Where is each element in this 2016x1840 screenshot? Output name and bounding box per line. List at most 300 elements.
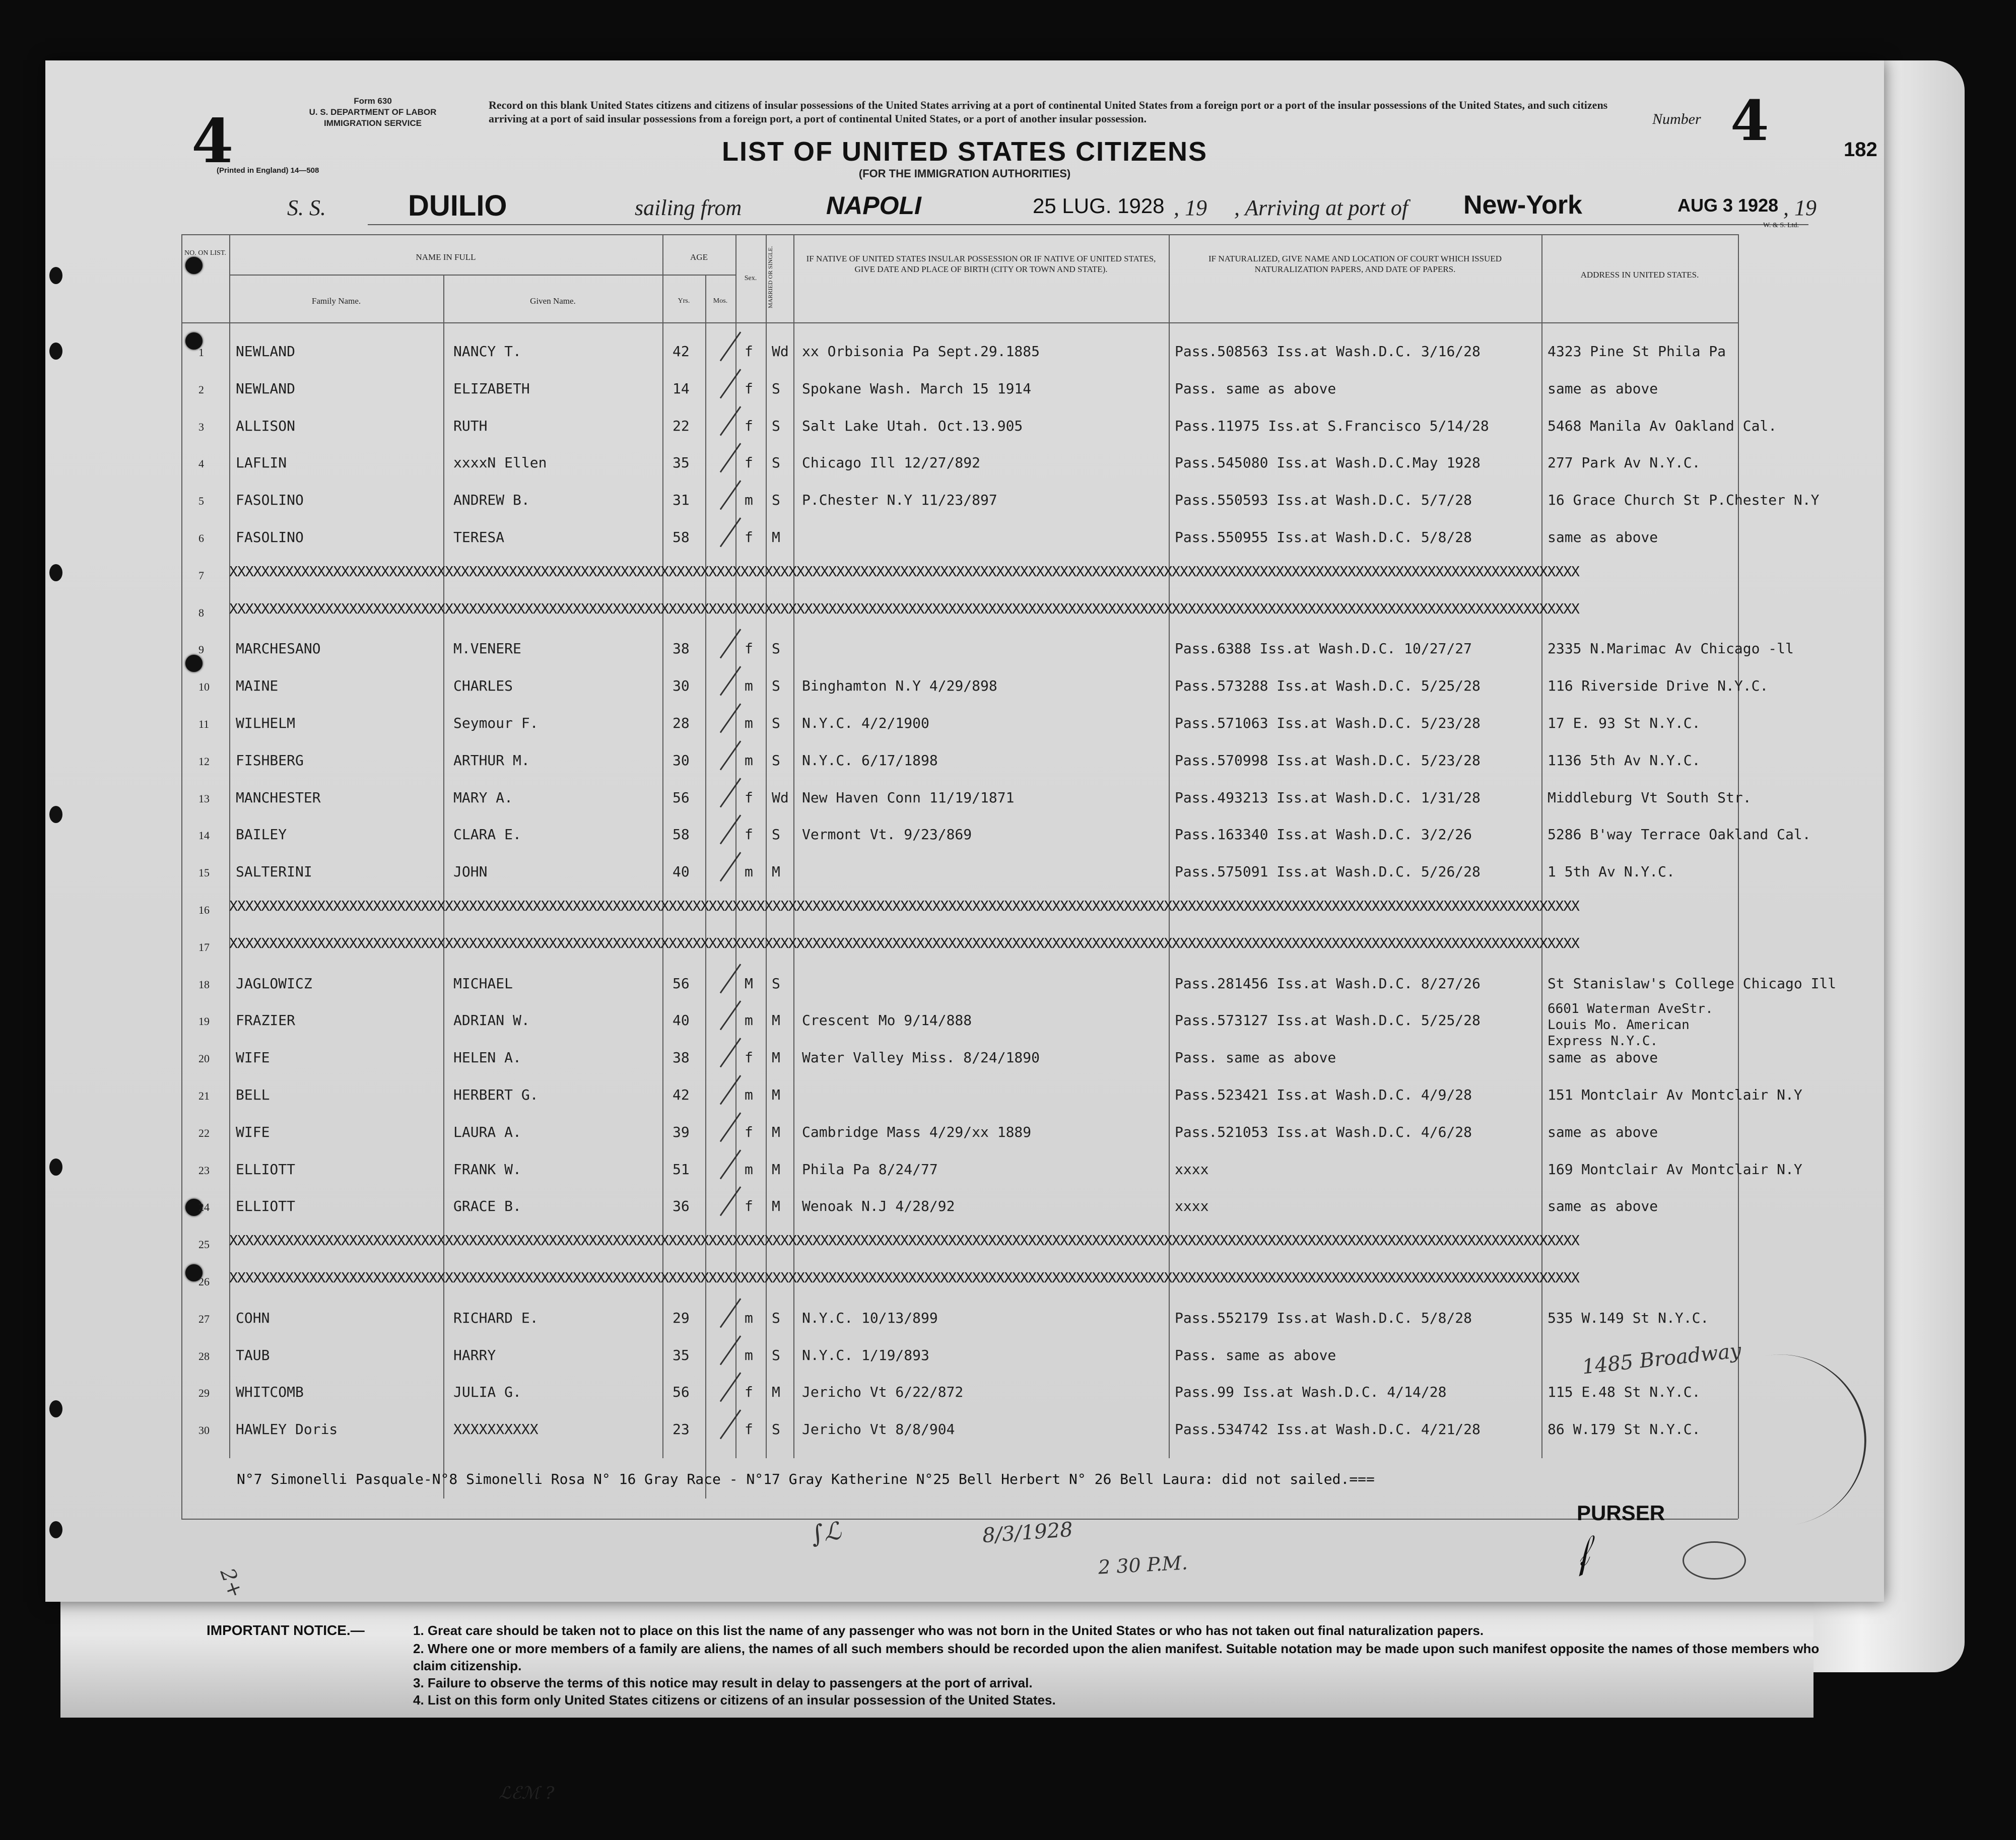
cell-sex: f <box>745 417 753 434</box>
table-bottom-border <box>181 1519 1738 1520</box>
notice-item-1: 1. Great care should be taken not to place on this list the name of any passenger who was not born in the United States or who has not taken out final naturalization papers. <box>413 1623 1484 1638</box>
cell-nat: Pass.571063 Iss.at Wash.D.C. 5/23/28 <box>1175 715 1481 731</box>
inspection-tick <box>720 1409 742 1439</box>
cell-ms: S <box>772 826 780 843</box>
cell-birth: Wenoak N.J 4/28/92 <box>802 1198 955 1215</box>
cell-age: 56 <box>673 975 690 992</box>
cancelled-entry: XXXXXXXXXXXXXXXXXXXXXXXXXXXXXXXXXXXXXXXXXXXXXXXXXXXXXXXXXXXXXXXXXXXXXXXXXXXXXXXXXXXXXXXXXXXXXXXXXXXXXXXXXXXXXXXXXXXXXXXXXXXXXXXXXXXXXXXXXXXXXXXXXXXXXXXXXXXXXXXXXXXXXXXXX <box>229 563 1579 580</box>
inspection-tick <box>720 1373 742 1402</box>
cell-ms: S <box>772 1421 780 1438</box>
cell-ms: S <box>772 715 780 731</box>
cell-ms: S <box>772 752 780 769</box>
inspection-tick <box>720 1001 742 1031</box>
table-row <box>181 1041 1738 1078</box>
cell-family: WILHELM <box>236 715 296 731</box>
cell-ms: S <box>772 1309 780 1326</box>
cell-family: HAWLEY Doris <box>236 1421 338 1438</box>
table-row <box>181 669 1769 706</box>
cell-given: GRACE B. <box>453 1198 521 1215</box>
table-row <box>181 855 1738 892</box>
cell-addr: 169 Montclair Av Montclair N.Y <box>1548 1161 1802 1178</box>
header-name-in-full: NAME IN FULL <box>416 252 476 262</box>
table-row-cancelled <box>181 558 1738 595</box>
cell-family: TAUB <box>236 1346 270 1364</box>
cell-sex: f <box>745 529 753 546</box>
row-number: 16 <box>198 904 210 916</box>
row-number: 11 <box>198 718 210 730</box>
cell-ms: M <box>772 1049 780 1066</box>
cell-family: COHN <box>236 1309 270 1326</box>
cell-birth: Jericho Vt 8/8/904 <box>802 1421 955 1438</box>
cell-sex: f <box>745 1384 753 1401</box>
table-row <box>181 1302 1738 1338</box>
header-address: ADDRESS IN UNITED STATES. <box>1580 270 1699 280</box>
cell-nat: Pass.493213 Iss.at Wash.D.C. 1/31/28 <box>1175 789 1481 806</box>
inspection-tick <box>720 1038 742 1067</box>
cell-given: LAURA A. <box>453 1123 521 1140</box>
cell-birth: New Haven Conn 11/19/1871 <box>802 789 1015 806</box>
voyage-line <box>45 189 1884 229</box>
year-label-1: , 19 <box>1174 195 1207 220</box>
printer-mark: W. & S. Ltd. <box>1763 222 1799 229</box>
cell-birth: Jericho Vt 6/22/872 <box>802 1384 964 1401</box>
cell-sex: m <box>745 1086 753 1103</box>
cell-addr: same as above <box>1548 529 1658 546</box>
inspection-tick <box>720 740 742 770</box>
cell-birth: Spokane Wash. March 15 1914 <box>802 380 1032 397</box>
header-yrs: Yrs. <box>678 297 690 305</box>
cell-given: JULIA G. <box>453 1384 521 1401</box>
cell-family: WIFE <box>236 1049 270 1066</box>
cell-birth: N.Y.C. 6/17/1898 <box>802 752 938 769</box>
table-row <box>181 1190 1738 1226</box>
cell-ms: S <box>772 492 780 509</box>
row-number: 1 <box>198 346 204 359</box>
purser-label: PURSER <box>1577 1501 1665 1525</box>
cell-sex: f <box>745 1123 753 1140</box>
punch-hole <box>49 806 62 823</box>
row-number: 13 <box>198 792 210 805</box>
cell-age: 22 <box>673 417 690 434</box>
table-row <box>181 1001 1738 1049</box>
cell-age: 23 <box>673 1421 690 1438</box>
table-top-border <box>181 234 1738 235</box>
cell-given: ELIZABETH <box>453 380 530 397</box>
row-number: 3 <box>198 420 204 433</box>
row-number: 6 <box>198 532 204 544</box>
cell-nat: xxxx <box>1175 1161 1209 1178</box>
table-row <box>181 744 1738 781</box>
inspection-tick <box>720 1149 742 1179</box>
row-number: 4 <box>198 457 204 470</box>
table-row <box>181 632 1794 669</box>
cell-nat: xxxx <box>1175 1198 1209 1215</box>
row-number: 8 <box>198 606 204 619</box>
table-row <box>181 335 1738 372</box>
form-number: Form 630 <box>354 96 392 106</box>
ship-name: DUILIO <box>408 189 507 222</box>
cell-nat: Pass. same as above <box>1175 1049 1336 1066</box>
cell-nat: Pass.99 Iss.at Wash.D.C. 4/14/28 <box>1175 1384 1447 1401</box>
cancelled-entry: XXXXXXXXXXXXXXXXXXXXXXXXXXXXXXXXXXXXXXXXXXXXXXXXXXXXXXXXXXXXXXXXXXXXXXXXXXXXXXXXXXXXXXXXXXXXXXXXXXXXXXXXXXXXXXXXXXXXXXXXXXXXXXXXXXXXXXXXXXXXXXXXXXXXXXXXXXXXXXXXXXXXXXXXX <box>229 898 1579 914</box>
cell-given: HELEN A. <box>453 1049 521 1066</box>
cell-nat: Pass.545080 Iss.at Wash.D.C.May 1928 <box>1175 454 1481 471</box>
passenger-table <box>181 234 1837 1529</box>
table-row <box>181 1413 1738 1450</box>
cell-addr: 1136 5th Av N.Y.C. <box>1548 752 1701 769</box>
cell-sex: f <box>745 826 753 843</box>
inspection-tick <box>720 1112 742 1142</box>
inspection-tick <box>720 703 742 733</box>
arriving-label: , Arriving at port of <box>1234 195 1408 220</box>
service: IMMIGRATION SERVICE <box>324 118 422 128</box>
cell-addr: 5468 Manila Av Oakland Cal. <box>1548 417 1777 434</box>
inspection-tick <box>720 369 742 398</box>
table-row <box>181 484 1820 520</box>
inspection-tick <box>720 517 742 547</box>
row-number: 14 <box>198 829 210 842</box>
cell-birth: N.Y.C. 4/2/1900 <box>802 715 929 731</box>
cell-ms: S <box>772 1346 780 1364</box>
form-block <box>282 96 463 129</box>
purser-seal <box>1683 1541 1746 1580</box>
cell-age: 14 <box>673 380 690 397</box>
notice-item-4: 4. List on this form only United States citizens or citizens of an insular possession of the United States. <box>413 1692 1056 1708</box>
cell-sex: f <box>745 789 753 806</box>
cell-birth: Cambridge Mass 4/29/xx 1889 <box>802 1123 1032 1140</box>
row-number: 7 <box>198 569 204 582</box>
cancelled-entry: XXXXXXXXXXXXXXXXXXXXXXXXXXXXXXXXXXXXXXXXXXXXXXXXXXXXXXXXXXXXXXXXXXXXXXXXXXXXXXXXXXXXXXXXXXXXXXXXXXXXXXXXXXXXXXXXXXXXXXXXXXXXXXXXXXXXXXXXXXXXXXXXXXXXXXXXXXXXXXXXXXXXXXXXX <box>229 934 1579 951</box>
row-number: 22 <box>198 1126 210 1139</box>
punch-hole <box>49 1400 62 1417</box>
age-subheader-line <box>662 275 735 276</box>
cell-birth: Water Valley Miss. 8/24/1890 <box>802 1049 1040 1066</box>
cell-sex: f <box>745 454 753 471</box>
department: U. S. DEPARTMENT OF LABOR <box>309 107 437 117</box>
inspection-tick <box>720 852 742 881</box>
cell-given: xxxxN Ellen <box>453 454 547 471</box>
margin-stroke <box>1734 1341 1879 1530</box>
row-number: 24 <box>198 1201 210 1214</box>
inspection-tick <box>720 1187 742 1216</box>
cell-family: FRAZIER <box>236 1012 296 1029</box>
cell-family: SALTERINI <box>236 863 312 880</box>
cell-birth: Salt Lake Utah. Oct.13.905 <box>802 417 1023 434</box>
name-subheader-line <box>229 275 662 276</box>
cell-nat: Pass.573127 Iss.at Wash.D.C. 5/25/28 <box>1175 1012 1481 1029</box>
row-number: 26 <box>198 1275 210 1288</box>
inspection-tick <box>720 778 742 807</box>
inspection-tick <box>720 406 742 436</box>
cell-age: 30 <box>673 752 690 769</box>
punch-hole <box>49 564 62 581</box>
cell-addr: 151 Montclair Av Montclair N.Y <box>1548 1086 1802 1103</box>
cell-addr: 1 5th Av N.Y.C. <box>1548 863 1675 880</box>
cell-age: 56 <box>673 789 690 806</box>
manifest-page <box>45 60 1884 1708</box>
cell-sex: m <box>745 1309 753 1326</box>
row-number: 27 <box>198 1312 210 1325</box>
cell-sex: m <box>745 1161 753 1178</box>
printed-in: (Printed in England) 14—508 <box>217 166 319 175</box>
cell-family: WIFE <box>236 1123 270 1140</box>
cell-age: 30 <box>673 677 690 695</box>
cell-age: 58 <box>673 826 690 843</box>
cell-nat: Pass.575091 Iss.at Wash.D.C. 5/26/28 <box>1175 863 1481 880</box>
header-age: AGE <box>690 252 708 262</box>
row-number: 30 <box>198 1424 210 1437</box>
cell-birth: Binghamton N.Y 4/29/898 <box>802 677 997 695</box>
cell-ms: S <box>772 640 780 657</box>
table-row-cancelled <box>181 595 1738 632</box>
voyage-underline <box>368 224 1808 225</box>
table-row-cancelled <box>181 1227 1738 1264</box>
table-row <box>181 1116 1738 1152</box>
cell-sex: m <box>745 1346 753 1364</box>
cell-sex: f <box>745 640 753 657</box>
cell-age: 36 <box>673 1198 690 1215</box>
cell-given: ANDREW B. <box>453 492 530 509</box>
cell-ms: M <box>772 1086 780 1103</box>
inspection-tick <box>720 443 742 473</box>
cell-nat: Pass.573288 Iss.at Wash.D.C. 5/25/28 <box>1175 677 1481 695</box>
table-row <box>181 1339 1738 1376</box>
table-row <box>181 1078 1802 1115</box>
cell-birth: N.Y.C. 10/13/899 <box>802 1309 938 1326</box>
cell-addr: 86 W.179 St N.Y.C. <box>1548 1421 1701 1438</box>
cell-family: FASOLINO <box>236 492 304 509</box>
table-row <box>181 781 1752 818</box>
cell-given: NANCY T. <box>453 343 521 360</box>
row-number: 12 <box>198 755 210 768</box>
row-number: 5 <box>198 495 204 508</box>
inspection-tick <box>720 1298 742 1328</box>
cell-ms: S <box>772 677 780 695</box>
punch-hole <box>49 1521 62 1538</box>
cell-age: 29 <box>673 1309 690 1326</box>
purser-signature: 𝒻 <box>1563 1532 1595 1577</box>
cell-addr: 16 Grace Church St P.Chester N.Y <box>1548 492 1820 509</box>
cell-given: MARY A. <box>453 789 513 806</box>
cell-given: TERESA <box>453 529 505 546</box>
punch-hole <box>49 267 62 284</box>
cell-birth: N.Y.C. 1/19/893 <box>802 1346 929 1364</box>
header-family-name: Family Name. <box>311 296 361 306</box>
table-row <box>181 967 1837 1004</box>
notice-item-3: 3. Failure to observe the terms of this notice may result in delay to passengers at the port of arrival. <box>413 1675 1033 1690</box>
page-title: LIST OF UNITED STATES CITIZENS <box>722 137 1207 167</box>
page-number: 182 <box>1844 139 1877 161</box>
cell-given: JOHN <box>453 863 488 880</box>
cell-ms: M <box>772 863 780 880</box>
date-to: AUG 3 1928 <box>1677 195 1779 216</box>
row-number: 17 <box>198 940 210 953</box>
cell-ms: Wd <box>772 789 789 806</box>
table-row <box>181 818 1811 855</box>
cell-family: LAFLIN <box>236 454 287 471</box>
cell-sex: f <box>745 1421 753 1438</box>
cell-given: RUTH <box>453 417 488 434</box>
cell-sex: m <box>745 715 753 731</box>
inspector-signature: ∫ℒ <box>809 1517 843 1549</box>
table-row <box>181 1376 1738 1412</box>
number-label: Number <box>1652 111 1701 127</box>
cell-nat: Pass.508563 Iss.at Wash.D.C. 3/16/28 <box>1175 343 1481 360</box>
cell-addr: 116 Riverside Drive N.Y.C. <box>1548 677 1769 695</box>
cell-given: HARRY <box>453 1346 496 1364</box>
cell-family: BAILEY <box>236 826 287 843</box>
table-row-cancelled <box>181 930 1738 967</box>
cell-nat: Pass.550593 Iss.at Wash.D.C. 5/7/28 <box>1175 492 1472 509</box>
row-number: 28 <box>198 1349 210 1362</box>
cell-family: NEWLAND <box>236 380 296 397</box>
cell-addr: 4323 Pine St Phila Pa <box>1548 343 1726 360</box>
cell-given: Seymour F. <box>453 715 539 731</box>
cell-age: 35 <box>673 1346 690 1364</box>
cell-nat: Pass.550955 Iss.at Wash.D.C. 5/8/28 <box>1175 529 1472 546</box>
cell-ms: S <box>772 975 780 992</box>
top-notice: Record on this blank United States citizens and citizens of insular possessions of the United States arriving at a port of continental United States from a foreign port or a port of the insular possessions of the United States, and such citizens arriving at a port of said insular possessions from a foreign port, a port of continental United States, or a port of another insular possession. <box>489 99 1608 125</box>
bottom-scrawl: ℒℰℳ ? <box>499 1783 555 1803</box>
header-no: NO. ON LIST. <box>184 249 226 257</box>
punch-hole <box>49 1158 62 1176</box>
cell-ms: M <box>772 529 780 546</box>
cell-nat: Pass.11975 Iss.at S.Francisco 5/14/28 <box>1175 417 1489 434</box>
cell-ms: M <box>772 1123 780 1140</box>
cell-given: FRANK W. <box>453 1161 521 1178</box>
inspection-tick <box>720 1075 742 1105</box>
row-number: 25 <box>198 1238 210 1251</box>
cell-addr: same as above <box>1548 380 1658 397</box>
cell-age: 42 <box>673 343 690 360</box>
cell-sex: f <box>745 1198 753 1215</box>
cell-nat: Pass.523421 Iss.at Wash.D.C. 4/9/28 <box>1175 1086 1472 1103</box>
cell-nat: Pass. same as above <box>1175 380 1336 397</box>
cell-given: M.VENERE <box>453 640 521 657</box>
cell-nat: Pass.163340 Iss.at Wash.D.C. 3/2/26 <box>1175 826 1472 843</box>
row-number: 20 <box>198 1052 210 1065</box>
cancelled-entry: XXXXXXXXXXXXXXXXXXXXXXXXXXXXXXXXXXXXXXXXXXXXXXXXXXXXXXXXXXXXXXXXXXXXXXXXXXXXXXXXXXXXXXXXXXXXXXXXXXXXXXXXXXXXXXXXXXXXXXXXXXXXXXXXXXXXXXXXXXXXXXXXXXXXXXXXXXXXXXXXXXXXXXXXX <box>229 1232 1579 1249</box>
inspection-tick <box>720 629 742 659</box>
cell-birth: Crescent Mo 9/14/888 <box>802 1012 972 1029</box>
cell-addr: St Stanislaw's College Chicago Ill <box>1548 975 1837 992</box>
list-number-right: 4 <box>1730 88 1769 153</box>
date-from: 25 LUG. 1928 <box>1033 194 1165 218</box>
cell-family: WHITCOMB <box>236 1384 304 1401</box>
header-naturalized: IF NATURALIZED, GIVE NAME AND LOCATION OF COURT WHICH ISSUED NATURALIZATION PAPERS, AND DATE OF PAPERS. <box>1208 254 1502 274</box>
cancelled-entry: XXXXXXXXXXXXXXXXXXXXXXXXXXXXXXXXXXXXXXXXXXXXXXXXXXXXXXXXXXXXXXXXXXXXXXXXXXXXXXXXXXXXXXXXXXXXXXXXXXXXXXXXXXXXXXXXXXXXXXXXXXXXXXXXXXXXXXXXXXXXXXXXXXXXXXXXXXXXXXXXXXXXXXXXX <box>229 600 1579 617</box>
cell-nat: Pass.534742 Iss.at Wash.D.C. 4/21/28 <box>1175 1421 1481 1438</box>
header-married-single: MARRIED OR SINGLE. <box>767 246 774 308</box>
inspection-tick <box>720 666 742 696</box>
table-row <box>181 521 1738 558</box>
ss-label: S. S. <box>287 195 326 220</box>
cell-nat: Pass.570998 Iss.at Wash.D.C. 5/23/28 <box>1175 752 1481 769</box>
row-number: 15 <box>198 866 210 879</box>
cell-nat: Pass.521053 Iss.at Wash.D.C. 4/6/28 <box>1175 1123 1472 1140</box>
cell-addr: same as above <box>1548 1049 1658 1066</box>
sailing-from-label: sailing from <box>635 195 742 220</box>
cell-age: 38 <box>673 1049 690 1066</box>
cell-addr: Middleburg Vt South Str. <box>1548 789 1752 806</box>
cell-sex: m <box>745 492 753 509</box>
notice-title: IMPORTANT NOTICE.— <box>207 1622 365 1638</box>
table-row <box>181 1153 1802 1190</box>
cell-given: ARTHUR M. <box>453 752 530 769</box>
cell-ms: S <box>772 380 780 397</box>
row-number: 9 <box>198 643 204 656</box>
inspection-time: 2 30 P.M. <box>1097 1551 1188 1579</box>
cell-sex: m <box>745 1012 753 1029</box>
cell-ms: S <box>772 454 780 471</box>
cell-family: MAINE <box>236 677 279 695</box>
row-number: 18 <box>198 978 210 991</box>
table-row <box>181 707 1738 743</box>
cell-family: NEWLAND <box>236 343 296 360</box>
table-row <box>181 410 1777 446</box>
inspection-tick <box>720 1335 742 1365</box>
cell-given: ADRIAN W. <box>453 1012 530 1029</box>
inspection-tick <box>720 331 742 361</box>
cell-age: 40 <box>673 1012 690 1029</box>
cell-sex: m <box>745 677 753 695</box>
inspection-tick <box>720 480 742 510</box>
cell-given: XXXXXXXXXX <box>453 1421 539 1438</box>
cell-sex: M <box>745 975 753 992</box>
cell-family: ELLIOTT <box>236 1198 296 1215</box>
cell-nat: Pass.281456 Iss.at Wash.D.C. 8/27/26 <box>1175 975 1481 992</box>
cell-sex: m <box>745 752 753 769</box>
margin-note: 2+ <box>215 1565 248 1601</box>
header-mos: Mos. <box>713 297 728 305</box>
cell-sex: m <box>745 863 753 880</box>
cell-family: FISHBERG <box>236 752 304 769</box>
cell-age: 35 <box>673 454 690 471</box>
cell-addr: 5286 B'way Terrace Oakland Cal. <box>1548 826 1811 843</box>
notice-item-2: 2. Where one or more members of a family are aliens, the names of all such members should be recorded upon the alien manifest. Suitable notation may be made upon such manifest opposite the names of those members who claim citizenship. <box>413 1641 1820 1673</box>
row-number: 10 <box>198 680 210 694</box>
cell-addr: same as above <box>1548 1198 1658 1215</box>
cell-age: 42 <box>673 1086 690 1103</box>
cell-age: 56 <box>673 1384 690 1401</box>
list-number-left: 4 <box>191 106 234 177</box>
cell-family: BELL <box>236 1086 270 1103</box>
header-given-name: Given Name. <box>530 296 576 306</box>
row-number: 19 <box>198 1015 210 1028</box>
cell-birth: xx Orbisonia Pa Sept.29.1885 <box>802 343 1040 360</box>
cell-birth: Phila Pa 8/24/77 <box>802 1161 938 1178</box>
cell-nat: Pass. same as above <box>1175 1346 1336 1364</box>
cell-given: HERBERT G. <box>453 1086 539 1103</box>
port-to: New-York <box>1463 190 1582 220</box>
cell-ms: M <box>772 1384 780 1401</box>
cell-addr: 277 Park Av N.Y.C. <box>1548 454 1701 471</box>
table-row-cancelled <box>181 1264 1738 1301</box>
cell-family: ALLISON <box>236 417 296 434</box>
cell-birth: Vermont Vt. 9/23/869 <box>802 826 972 843</box>
cell-given: RICHARD E. <box>453 1309 539 1326</box>
cell-ms: M <box>772 1161 780 1178</box>
cell-given: CLARA E. <box>453 826 521 843</box>
inspection-tick <box>720 815 742 845</box>
row-number: 2 <box>198 383 204 396</box>
cell-addr: 17 E. 93 St N.Y.C. <box>1548 715 1701 731</box>
row-number: 21 <box>198 1089 210 1102</box>
cell-sex: f <box>745 1049 753 1066</box>
cell-age: 38 <box>673 640 690 657</box>
cell-sex: f <box>745 343 753 360</box>
cell-age: 28 <box>673 715 690 731</box>
